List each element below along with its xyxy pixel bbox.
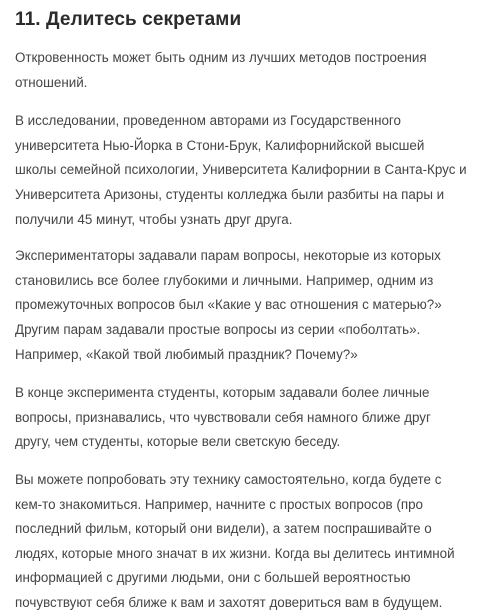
paragraph-line: Университета Аризоны, студенты колледжа были разбиты на пары и [15,186,445,202]
paragraph-line: В конце эксперимента студенты, которым задавали более личные [15,385,430,401]
paragraph-results [15,381,477,455]
paragraph-line: кем-то знакомиться. Например, начните с простых вопросов (про [15,496,423,512]
paragraph-line: Например, «Какой твой любимый праздник? Почему?» [15,346,358,362]
paragraph-line: Откровенность может быть одним из лучших методов построения [15,50,427,65]
paragraph-line: Вы можете попробовать эту технику самостоятельно, когда будете с [15,471,442,487]
paragraph-line: вопросы, признавались, что чувствовали себя намного ближе друг [15,409,431,425]
paragraph-line: другу, чем студенты, которые вели светскую беседу. [15,434,341,450]
paragraph-advice [15,468,477,615]
paragraph-line: информацией с другими людьми, они с большей вероятностью [15,570,411,586]
paragraph-intro [15,46,477,95]
paragraph-line: почувствуют себя ближе к вам и захотят довериться вам в будущем. [15,594,443,610]
article [15,0,477,615]
paragraph-line: школы семейной психологии, Университета Калифорнии в Санта-Крус и [15,162,467,178]
paragraph-line: людях, которые много значат в их жизни. Когда вы делитесь интимной [15,545,455,561]
paragraph-line: В исследовании, проведенном авторами из Государственного [15,113,401,129]
paragraph-line: отношений. [15,74,88,90]
paragraph-line: последний фильм, который они видели), а затем поспрашивайте о [15,521,432,537]
paragraph-line: Другим парам задавали простые вопросы из серии «поболтать». [15,321,421,337]
paragraph-line: получили 45 минут, чтобы узнать друг друга. [15,211,293,227]
paragraph-study [15,109,477,232]
paragraph-line: промежуточных вопросов был «Какие у вас отношения с матерью?» [15,297,442,313]
paragraph-experiment [15,244,477,367]
paragraph-line: Экспериментаторы задавали парам вопросы, некоторые из которых [15,248,441,264]
paragraph-line: становились все более глубокими и личными. Например, одним из [15,272,434,288]
paragraph-line: университета Нью-Йорка в Стони-Брук, Калифорнийской высшей [15,137,425,153]
section-heading: 11. Делитесь секретами [15,9,242,30]
